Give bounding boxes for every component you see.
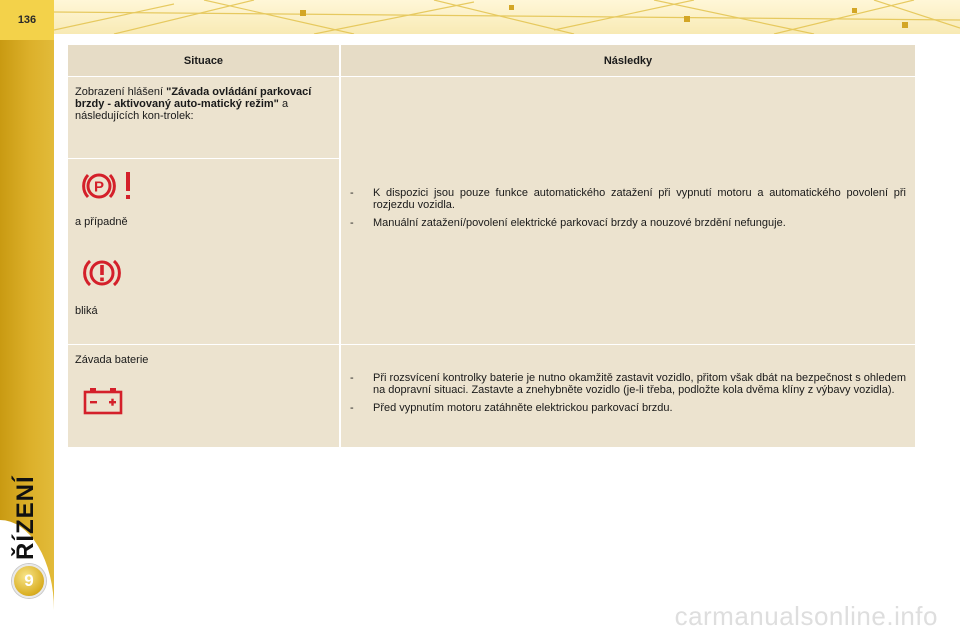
chapter-sidebar — [0, 0, 54, 640]
header-situation: Situace — [68, 45, 341, 76]
situation-table — [68, 45, 915, 448]
situation-message: "Závada ovládání parkovací brzdy - aktivovaný auto-matický režim" — [75, 86, 312, 110]
list-item: - Manuální zatažení/povolení elektrické parkovací brzdy a nouzové brzdění nefunguje. — [350, 216, 786, 229]
parking-brake-fault-icon — [82, 169, 138, 203]
consequence-cell — [341, 77, 915, 344]
list-item: - K dispozici jsou pouze funkce automatického zatažení při vypnutí motoru a automatického povolení při rozjezdu vozidla. — [350, 186, 906, 211]
situation-prefix: Zobrazení hlášení — [75, 86, 167, 98]
watermark: carmanualsonline.info — [674, 601, 938, 631]
banner-pattern — [54, 0, 960, 34]
situation-cell — [68, 345, 341, 447]
chapter-title: ŘÍZENÍ — [12, 475, 39, 560]
page-number: 136 — [0, 0, 54, 40]
consequence-list — [341, 187, 906, 235]
list-item: - Před vypnutím motoru zatáhněte elektrickou parkovací brzdu. — [350, 402, 673, 414]
consequence-list — [341, 372, 906, 414]
situation-cell — [68, 77, 341, 344]
and-possibly-label: a případně — [75, 216, 128, 228]
chapter-number-badge: 9 — [12, 564, 46, 598]
table-row — [68, 345, 915, 448]
brake-warning-icon — [82, 256, 122, 290]
flashing-label: bliká — [75, 305, 98, 317]
table-header-row — [68, 45, 915, 77]
situation-text: Závada baterie — [75, 354, 149, 366]
battery-icon — [83, 387, 123, 415]
list-item: - Při rozsvícení kontrolky baterie je nutno okamžitě zastavit vozidlo, přitom však dbát na bezpečnost s ohledem na dopravní situaci. Zastavte a znehybněte vozidlo (je-li třeba, podložte kola dvěma klíny z výbavy vozidla). — [350, 372, 906, 396]
situation-text — [68, 77, 339, 159]
consequence-cell — [341, 345, 915, 447]
table-row — [68, 77, 915, 345]
header-consequence: Následky — [603, 54, 653, 67]
warning-lights-cell — [68, 159, 339, 344]
situation-suffix: a následujících kon-trolek: — [75, 98, 289, 122]
decorative-header-banner — [54, 0, 960, 34]
svg-text:P: P — [93, 178, 105, 196]
